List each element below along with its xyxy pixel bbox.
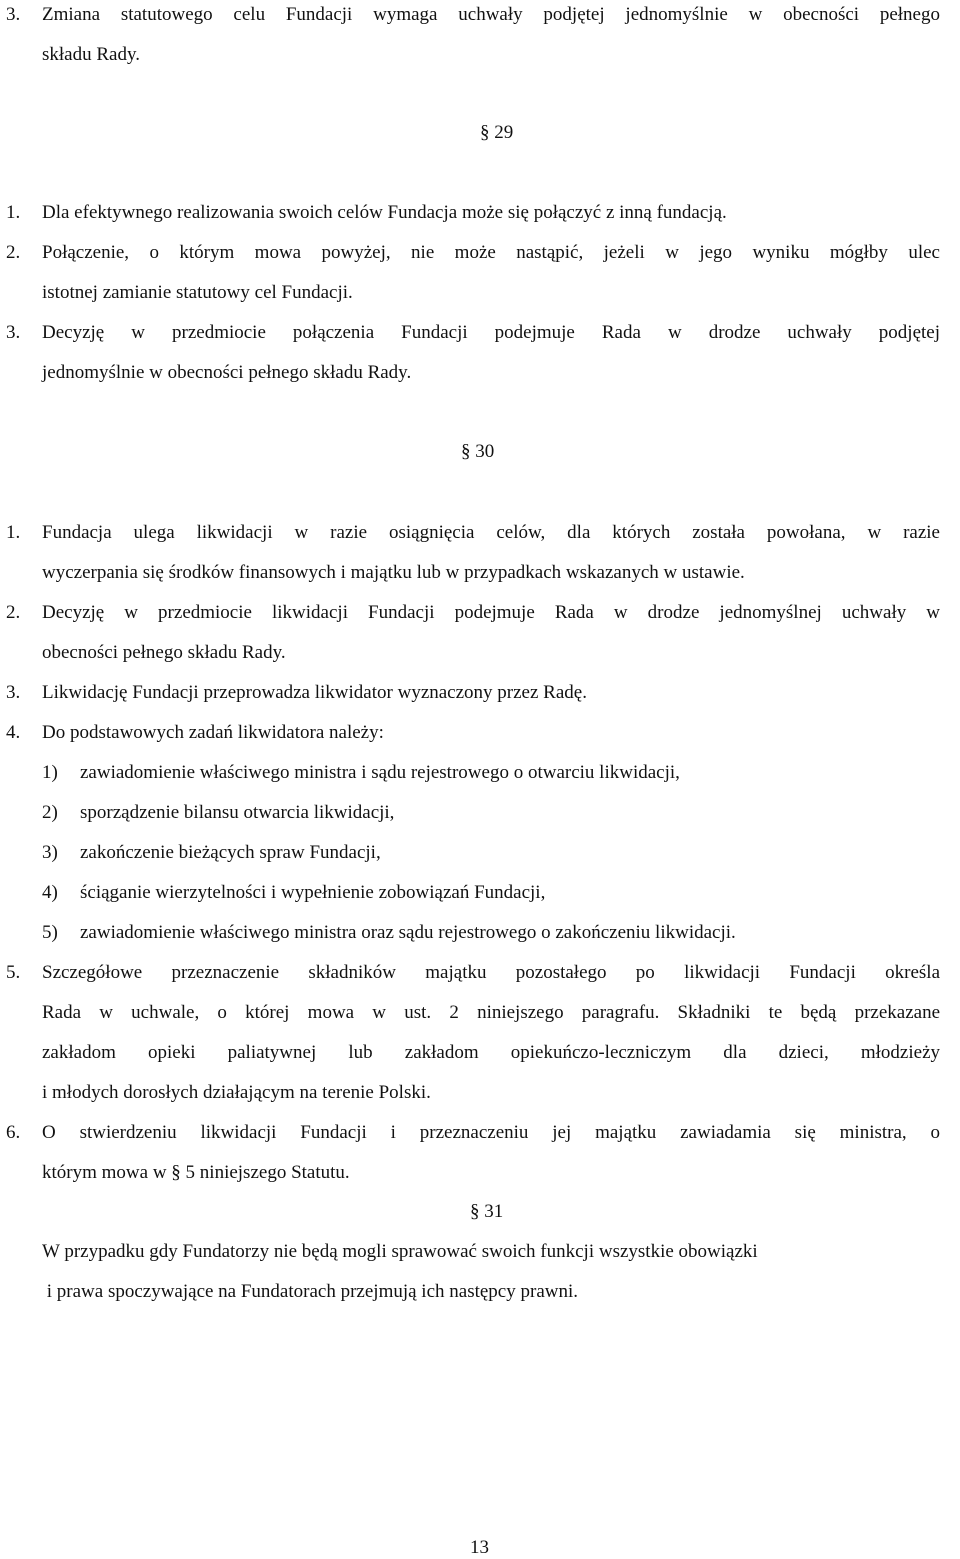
page-number: 13 bbox=[470, 1537, 489, 1558]
subitem-text: ściąganie wierzytelności i wypełnienie zobowiązań Fundacji, bbox=[80, 882, 546, 903]
item-text: Likwidację Fundacji przeprowadza likwidator wyznaczony przez Radę. bbox=[42, 682, 587, 703]
subitem-number: 5) bbox=[42, 922, 58, 943]
item-text: zakładom opieki paliatywnej lub zakładom opiekuńczo-leczniczym dla dzieci, młodzieży bbox=[42, 1042, 940, 1063]
item-number: 3. bbox=[6, 682, 21, 703]
item-text: Zmiana statutowego celu Fundacji wymaga uchwały podjętej jednomyślnie w obecności pełnego bbox=[42, 4, 940, 25]
item-number: 6. bbox=[6, 1122, 21, 1143]
item-text: Decyzję w przedmiocie likwidacji Fundacji podejmuje Rada w drodze jednomyślnej uchwały w bbox=[42, 602, 940, 623]
section-heading-31: § 31 bbox=[470, 1201, 504, 1222]
item-number: 4. bbox=[6, 722, 21, 743]
subitem-text: zawiadomienie właściwego ministra oraz sądu rejestrowego o zakończeniu likwidacji. bbox=[80, 922, 736, 943]
item-number: 2. bbox=[6, 242, 21, 263]
item-text: Do podstawowych zadań likwidatora należy: bbox=[42, 722, 384, 743]
item-text: którym mowa w § 5 niniejszego Statutu. bbox=[42, 1162, 350, 1183]
paragraph-text: i prawa spoczywające na Fundatorach przejmują ich następcy prawni. bbox=[42, 1281, 578, 1302]
section-heading-30: § 30 bbox=[461, 441, 495, 462]
item-text: Decyzję w przedmiocie połączenia Fundacji podejmuje Rada w drodze uchwały podjętej bbox=[42, 322, 940, 343]
item-text: istotnej zamianie statutowy cel Fundacji. bbox=[42, 282, 353, 303]
item-number: 5. bbox=[6, 962, 21, 983]
item-text: Szczegółowe przeznaczenie składników majątku pozostałego po likwidacji Fundacji określa bbox=[42, 962, 940, 983]
section-heading-29: § 29 bbox=[480, 122, 514, 143]
item-text: Dla efektywnego realizowania swoich celów Fundacja może się połączyć z inną fundacją. bbox=[42, 202, 727, 223]
item-text: składu Rady. bbox=[42, 44, 140, 65]
item-text: O stwierdzeniu likwidacji Fundacji i przeznaczeniu jej majątku zawiadamia się ministra, o bbox=[42, 1122, 940, 1143]
subitem-number: 1) bbox=[42, 762, 58, 783]
item-number: 2. bbox=[6, 602, 21, 623]
item-text: obecności pełnego składu Rady. bbox=[42, 642, 286, 663]
subitem-text: zakończenie bieżących spraw Fundacji, bbox=[80, 842, 381, 863]
subitem-number: 2) bbox=[42, 802, 58, 823]
item-text: wyczerpania się środków finansowych i majątku lub w przypadkach wskazanych w ustawie. bbox=[42, 562, 745, 583]
item-text: Rada w uchwale, o której mowa w ust. 2 niniejszego paragrafu. Składniki te będą przekazane bbox=[42, 1002, 940, 1023]
subitem-text: sporządzenie bilansu otwarcia likwidacji, bbox=[80, 802, 395, 823]
item-number: 3. bbox=[6, 322, 21, 343]
item-number: 3. bbox=[6, 4, 21, 25]
subitem-number: 4) bbox=[42, 882, 58, 903]
subitem-number: 3) bbox=[42, 842, 58, 863]
item-text: jednomyślnie w obecności pełnego składu Rady. bbox=[42, 362, 412, 383]
paragraph-text: W przypadku gdy Fundatorzy nie będą mogli sprawować swoich funkcji wszystkie obowiązki bbox=[42, 1241, 758, 1262]
item-text: Połączenie, o którym mowa powyżej, nie może nastąpić, jeżeli w jego wyniku mógłby ulec bbox=[42, 242, 940, 263]
item-number: 1. bbox=[6, 202, 21, 223]
subitem-text: zawiadomienie właściwego ministra i sądu rejestrowego o otwarciu likwidacji, bbox=[80, 762, 680, 783]
item-text: Fundacja ulega likwidacji w razie osiągnięcia celów, dla których została powołana, w razie bbox=[42, 522, 940, 543]
item-number: 1. bbox=[6, 522, 21, 543]
item-text: i młodych dorosłych działającym na terenie Polski. bbox=[42, 1082, 431, 1103]
